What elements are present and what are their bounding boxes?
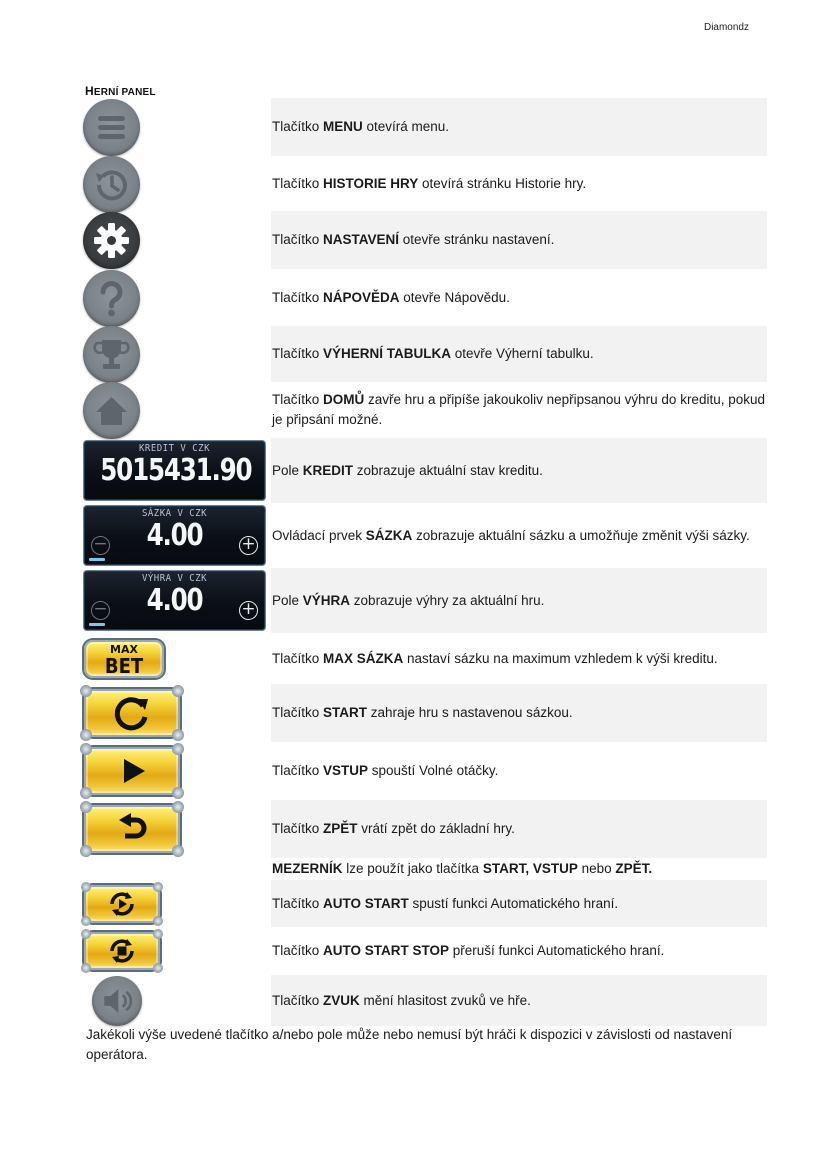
rivet <box>80 729 92 741</box>
table-row <box>83 633 767 684</box>
table-row <box>83 684 767 742</box>
bet-level-bar <box>89 558 105 561</box>
win-plus-icon: + <box>239 601 258 620</box>
play-icon <box>119 756 149 786</box>
autostart-button[interactable] <box>84 885 160 923</box>
rivet <box>172 845 184 857</box>
rivet <box>81 929 91 939</box>
win-level-bar <box>89 623 105 626</box>
start-icon <box>112 693 152 733</box>
history-icon[interactable] <box>83 156 140 213</box>
win-panel <box>83 570 266 631</box>
sound-icon[interactable] <box>92 976 142 1026</box>
document-header: Diamondz <box>703 22 749 33</box>
section-title-rest: ERNÍ PANEL <box>93 87 156 98</box>
table-row <box>83 438 767 503</box>
rivet <box>81 882 91 892</box>
table-row <box>83 880 767 927</box>
max-bet-button[interactable] <box>84 640 164 678</box>
row-description: Tlačítko NASTAVENÍ otevře stránku nastavení. <box>271 211 767 269</box>
row-description: Tlačítko ZVUK mění hlasitost zvuků ve hře. <box>271 975 767 1026</box>
table-row <box>83 503 767 568</box>
row-description: Tlačítko HISTORIE HRY otevírá stránku Historie hry. <box>272 175 587 191</box>
back-button[interactable] <box>84 805 180 853</box>
gear-icon[interactable] <box>83 212 140 269</box>
rivet <box>80 743 92 755</box>
start-button[interactable] <box>84 689 180 737</box>
rivet <box>80 787 92 799</box>
autostart-stop-icon <box>107 936 137 966</box>
rivet <box>172 729 184 741</box>
availability-note: Jakékoli výše uvedené tlačítko a/nebo pole může nebo nemusí být hráči k dispozici v závislosti od nastavení operátora. <box>86 1027 733 1062</box>
rivet <box>80 801 92 813</box>
rivet <box>172 801 184 813</box>
table-row <box>83 156 767 211</box>
max-bet-line2: BET <box>104 653 144 678</box>
row-description: Ovládací prvek SÁZKA zobrazuje aktuální sázku a umožňuje změnit výši sázky. <box>272 527 750 543</box>
bet-panel <box>83 505 266 566</box>
rivet <box>172 787 184 799</box>
rivet <box>80 685 92 697</box>
row-description: Tlačítko DOMŮ zavře hru a připíše jakoukoliv nepřipsanou výhru do kreditu, pokud je připsání možné. <box>272 392 765 427</box>
table-row <box>83 98 767 156</box>
win-minus-icon: − <box>91 601 110 620</box>
table-row <box>83 568 767 633</box>
menu-icon[interactable] <box>83 99 140 156</box>
table-row <box>83 269 767 326</box>
table-row <box>83 975 767 1026</box>
rivet <box>81 963 91 973</box>
back-icon <box>114 811 150 847</box>
row-description: Tlačítko START zahraje hru s nastavenou sázkou. <box>271 684 767 742</box>
credit-panel <box>83 440 266 501</box>
section-title <box>85 84 156 98</box>
row-description: Tlačítko VSTUP spouští Volné otáčky. <box>272 763 499 778</box>
row-description: Pole VÝHRA zobrazuje výhry za aktuální hru. <box>271 568 767 633</box>
rivet <box>153 882 163 892</box>
enter-button[interactable] <box>84 747 180 795</box>
autostart-stop-button[interactable] <box>84 932 160 970</box>
credit-label: KREDIT V CZK <box>138 443 211 455</box>
table-row <box>83 742 767 800</box>
win-label: VÝHRA V CZK <box>141 573 208 585</box>
row-description: Tlačítko AUTO START spustí funkci Automatického hraní. <box>271 880 767 927</box>
question-icon[interactable] <box>83 270 140 327</box>
row-description: Tlačítko MAX SÁZKA nastaví sázku na maximum vzhledem k výši kreditu. <box>272 650 718 666</box>
table-row <box>83 800 767 858</box>
row-description: Pole KREDIT zobrazuje aktuální stav kreditu. <box>271 438 767 503</box>
row-description: Tlačítko AUTO START STOP přeruší funkci Automatického hraní. <box>272 943 665 958</box>
rivet <box>81 916 91 926</box>
table-row <box>83 382 767 438</box>
row-description: Tlačítko NÁPOVĚDA otevře Nápovědu. <box>272 289 510 305</box>
win-value: 4.00 <box>146 583 203 618</box>
rivet <box>153 929 163 939</box>
bet-value: 4.00 <box>146 518 203 553</box>
credit-value: 5015431.90 <box>100 453 252 488</box>
row-description: Tlačítko VÝHERNÍ TABULKA otevře Výherní tabulku. <box>271 326 767 382</box>
table-row <box>83 858 767 880</box>
bet-increase-button[interactable]: + <box>239 536 258 555</box>
rivet <box>153 963 163 973</box>
row-description: Tlačítko ZPĚT vrátí zpět do základní hry. <box>271 800 767 858</box>
row-description: Tlačítko MENU otevírá menu. <box>271 98 767 156</box>
bet-label: SÁZKA V CZK <box>141 508 208 520</box>
bet-decrease-button[interactable]: − <box>91 536 110 555</box>
spacebar-note: MEZERNÍK lze použít jako tlačítka START, VSTUP nebo ZPĚT. <box>272 861 653 876</box>
section-title-initial: H <box>85 84 94 98</box>
trophy-icon[interactable] <box>83 326 140 383</box>
table-row <box>83 211 767 269</box>
autostart-icon <box>107 889 137 919</box>
rivet <box>172 685 184 697</box>
table-row <box>83 927 767 975</box>
rivet <box>172 743 184 755</box>
home-icon[interactable] <box>83 382 140 439</box>
table-row <box>83 326 767 382</box>
rivet <box>153 916 163 926</box>
game-panel-table <box>83 98 767 1026</box>
max-bet-line1: MAX <box>110 642 138 656</box>
rivet <box>80 845 92 857</box>
